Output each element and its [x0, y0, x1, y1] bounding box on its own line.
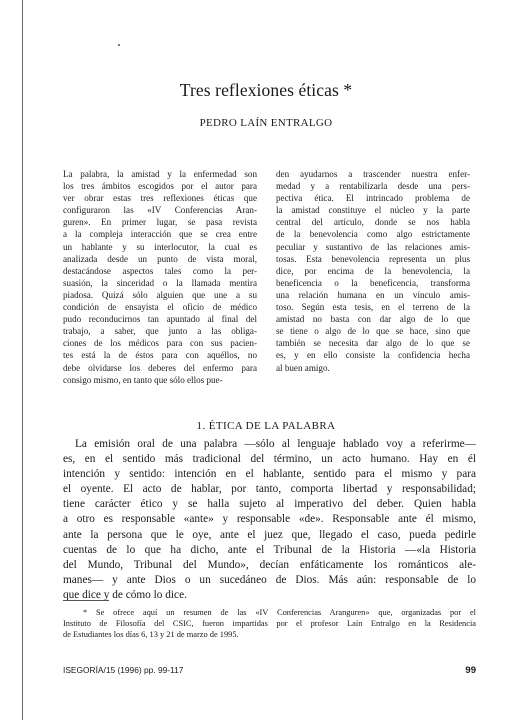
- footnote-rule: [63, 600, 109, 601]
- abstract-line: se tiene o algo de lo que se hace, sino que: [276, 326, 470, 337]
- scan-mark: [118, 44, 120, 46]
- abstract-line: toso. Según esta tesis, en el terreno de la: [276, 302, 470, 313]
- abstract-line: al buen amigo.: [276, 362, 330, 373]
- journal-citation: ISEGORÍA/15 (1996) pp. 99-117: [63, 665, 184, 675]
- abstract-line: es, y en ello consiste la confidencia hecha: [276, 350, 470, 361]
- body-line: manes— y ante Dios o un sucedáneo de Dios. Más aún: responsable de lo: [63, 573, 476, 586]
- abstract-line: condición de ensayista el oficio de médico: [63, 302, 257, 313]
- abstract-line: La palabra, la amistad y la enfermedad son: [63, 169, 257, 179]
- footnote-line: * Se ofrece aquí un resumen de las «IV Conferencias Aranguren» que, organizadas por el: [83, 608, 476, 617]
- abstract-line: la amistad constituye el núcleo y la parte: [276, 205, 470, 216]
- body-line: tiene carácter ético y se halla sujeto al imperativo del deber. Quien habla: [63, 498, 476, 511]
- page-footer: [63, 665, 476, 676]
- abstract-line: de la benevolencia como algo estrictamente: [276, 229, 470, 240]
- footnote: [63, 607, 476, 641]
- abstract-line: den ayudarnos a trascender nuestra enfer-: [276, 169, 470, 179]
- abstract-line: destacándose aspectos tales como la per-: [63, 265, 257, 276]
- body-line: que dice y de cómo lo dice.: [63, 588, 187, 601]
- abstract-line: un hablante y su interlocutor, la cual es: [63, 241, 257, 252]
- article-author: PEDRO LAÍN ENTRALGO: [199, 117, 333, 129]
- abstract-line: pectiva ética. El intrincado problema de: [276, 193, 470, 204]
- body-line: del Mundo, Tribunal del Mundo», decían enfáticamente los románticos ale-: [63, 558, 476, 571]
- footnote-line: de Estudiantes los días 6, 13 y 21 de marzo de 1995.: [63, 630, 239, 640]
- body-line: intención y sentido: intención en el hablante, sentido para el mismo y para: [63, 468, 476, 481]
- abstract-left-column: [63, 168, 257, 386]
- abstract-line: dice, por encima de la benevolencia, la: [276, 265, 470, 276]
- abstract-line: amistad no basta con dar algo de lo que: [276, 314, 470, 325]
- abstract-line: medad y a rentabilizarla desde una pers-: [276, 181, 470, 192]
- abstract-line: tes está la de éstos para con aquéllos, no: [63, 350, 257, 361]
- abstract-line: ciones de los médicos para con sus pacien-: [63, 338, 257, 349]
- abstract-line: también se necesita dar algo de lo que se: [276, 338, 470, 349]
- article-title: Tres reflexiones éticas *: [179, 80, 353, 100]
- abstract-line: suasión, la sinceridad o la llamada mentira: [63, 277, 257, 288]
- body-line: cuentas de lo que ha dicho, ante el Tribunal de la Historia —«la Historia: [63, 543, 476, 556]
- scan-margin-line: [22, 0, 23, 720]
- abstract-line: tosas. Esta benevolencia representa un plus: [276, 253, 470, 264]
- abstract-line: consigo mismo, en tanto que sólo ellos pue-: [63, 374, 223, 385]
- section-heading: 1. ÉTICA DE LA PALABRA: [196, 420, 336, 432]
- body-line: La emisión oral de una palabra —sólo al lenguaje hablado voy a referirme—: [75, 438, 476, 450]
- body-line: ante la persona que le oye, ante el juez que, llegado el caso, pueda pedirle: [63, 528, 476, 541]
- footnote-line: Instituto de Filosofía del CSIC, fueron impartidas por el profesor Laín Entralgo en la Residencia: [63, 619, 476, 629]
- abstract-line: peculiar y sustantivo de las relaciones amis-: [276, 241, 470, 252]
- body-line: a otro es responsable «ante» y responsable «de». Responsable ante él mismo,: [63, 513, 476, 526]
- abstract-line: trabajo, a saber, que junto a las obliga-: [63, 326, 257, 337]
- abstract-line: guren». En primer lugar, se pasa revista: [63, 217, 257, 228]
- abstract-line: ver obrar estas tres reflexiones éticas que: [63, 193, 257, 204]
- body-line: el oyente. El acto de hablar, por tanto, comporta libertad y responsabilidad;: [63, 483, 476, 496]
- page-number: 99: [465, 665, 476, 676]
- section-body: [63, 437, 476, 603]
- abstract-line: central del artículo, donde se nos habla: [276, 217, 470, 228]
- abstract-line: analizada desde un punto de vista moral,: [63, 253, 257, 264]
- abstract-line: a la compleja interacción que se crea entre: [63, 229, 257, 240]
- abstract-right-column: [276, 168, 470, 374]
- abstract-line: piadosa. Quizá sólo alguien que une a su: [63, 289, 257, 300]
- abstract-line: una relación humana en un vínculo amis-: [276, 289, 470, 300]
- abstract-line: debe olvidarse los deberes del enfermo para: [63, 362, 257, 373]
- abstract-line: configuraron las «IV Conferencias Aran-: [63, 205, 257, 216]
- abstract-line: pudo reconducirnos tan apuntado al final del: [63, 314, 257, 325]
- body-line: es, en el sentido más tradicional del término, un acto humano. Hay en él: [63, 453, 476, 466]
- abstract-line: beneficencia o la beneficencia, transforma: [276, 277, 470, 288]
- abstract-line: los tres ámbitos escogidos por el autor para: [63, 181, 257, 192]
